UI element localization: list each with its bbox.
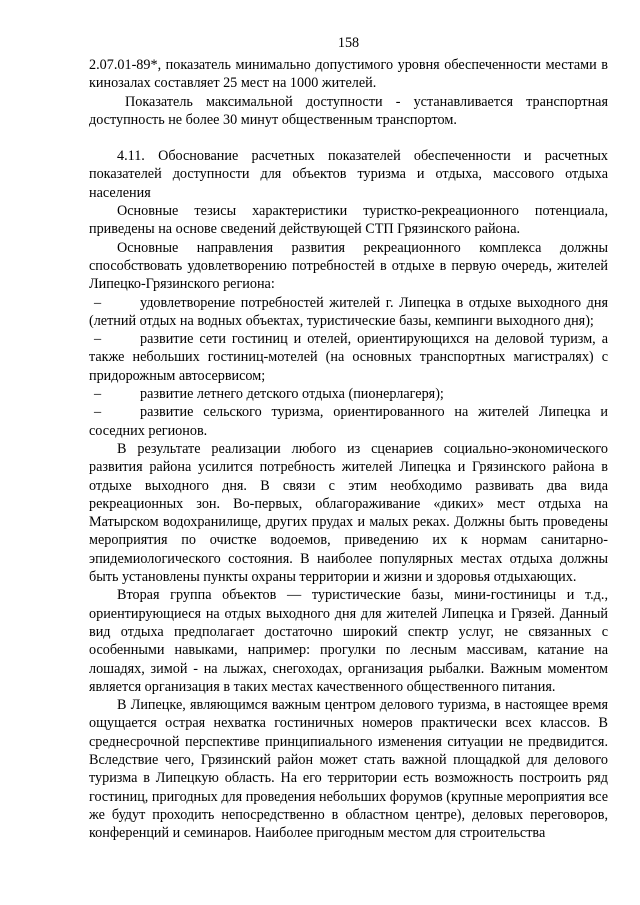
page-number: 158 — [337, 35, 360, 51]
spacer — [89, 129, 608, 147]
document-page — [89, 32, 608, 842]
paragraph-theses: Основные тезисы характеристики туристко-рекреационного потенциала, приведены на основе сведений действующей СТП Грязинского района. — [89, 203, 608, 238]
list-item-text: удовлетворение потребностей жителей г. Липецка в отдыхе выходного дня (летний отдых на водных объектах, туристические базы, кемпинги выходного дня); — [89, 294, 608, 329]
paragraph-second-group: Вторая группа объектов — туристические базы, мини-гостиницы и т.д., ориентирующиеся на отдых выходного дня для жителей Липецка и Грязей. Данный вид отдыха предполагает достаточно широкий спектр услуг, не связанных с особенными навыками, например: прогулки по лесным массивам, катание на лошадях, зимой - на лыжах, снегоходах, организация рыбалки. Важным моментом является организация в таких местах качественного общественного питания. — [89, 587, 608, 695]
list-item-text: развитие летнего детского отдыха (пионерлагеря); — [140, 386, 444, 403]
paragraph-business-tourism: В Липецке, являющимся важным центром делового туризма, в настоящее время ощущается острая нехватка гостиничных номеров практически всех классов. В среднесрочной перспективе принципиального изменения ситуации не предвидится. Вследствие чего, Грязинский район может стать важной площадкой для делового туризма в Липецкую область. На его территории есть возможность построить ряд гостиниц, пригодных для проведения небольших форумов (крупные мероприятия все же будут проходить непосредственно в областном центре), деловых переговоров, конференций и семинаров. Наиболее пригодным местом для строительства — [89, 697, 608, 842]
dash-marker: – — [94, 386, 102, 403]
dash-marker: – — [94, 404, 102, 421]
list-item — [89, 385, 608, 403]
paragraph-directions: Основные направления развития рекреационного комплекса должны способствовать удовлетворению потребностей в отдыхе в первую очередь, жителей Липецко-Грязинского региона: — [89, 239, 608, 293]
paragraph-scenarios: В результате реализации любого из сценариев социально-экономического развития района усилится потребность жителей Липецка и Грязинского района в отдыхе выходного дня. В связи с этим необходимо развивать два вида рекреационных зон. Во-первых, облагораживание «диких» мест отдыха на Матырском водохранилище, других прудах и малых реках. Должны быть проведены мероприятия по очистке водоемов, приведению их к нормам санитарно-эпидемиологического состояния. В наиболее популярных местах отдыха должны быть установлены пункты охраны территории и жизни и здоровья отдыхающих. — [89, 440, 608, 586]
dash-marker: – — [94, 294, 102, 311]
list-item-text: развитие сельского туризма, ориентированного на жителей Липецка и соседних регионов. — [89, 404, 608, 439]
section-heading: 4.11. Обоснование расчетных показателей обеспеченности и расчетных показателей доступности для объектов туризма и отдыха, массового отдыха населения — [89, 148, 608, 201]
list-item-text: развитие сети гостиниц и отелей, ориентирующихся на деловой туризм, а также небольших гостиниц-мотелей (на основных транспортных магистралях) с придорожным автосервисом; — [89, 331, 608, 384]
paragraph-accessibility: Показатель максимальной доступности - устанавливается транспортная доступность не более 30 минут общественным транспортом. — [89, 93, 608, 128]
list-item — [89, 403, 608, 440]
paragraph-norms-cinema: 2.07.01-89*, показатель минимально допустимого уровня обеспеченности местами в кинозалах составляет 25 мест на 1000 жителей. — [89, 57, 608, 92]
dash-marker: – — [94, 331, 102, 348]
list-item — [89, 294, 608, 331]
list-item — [89, 330, 608, 385]
